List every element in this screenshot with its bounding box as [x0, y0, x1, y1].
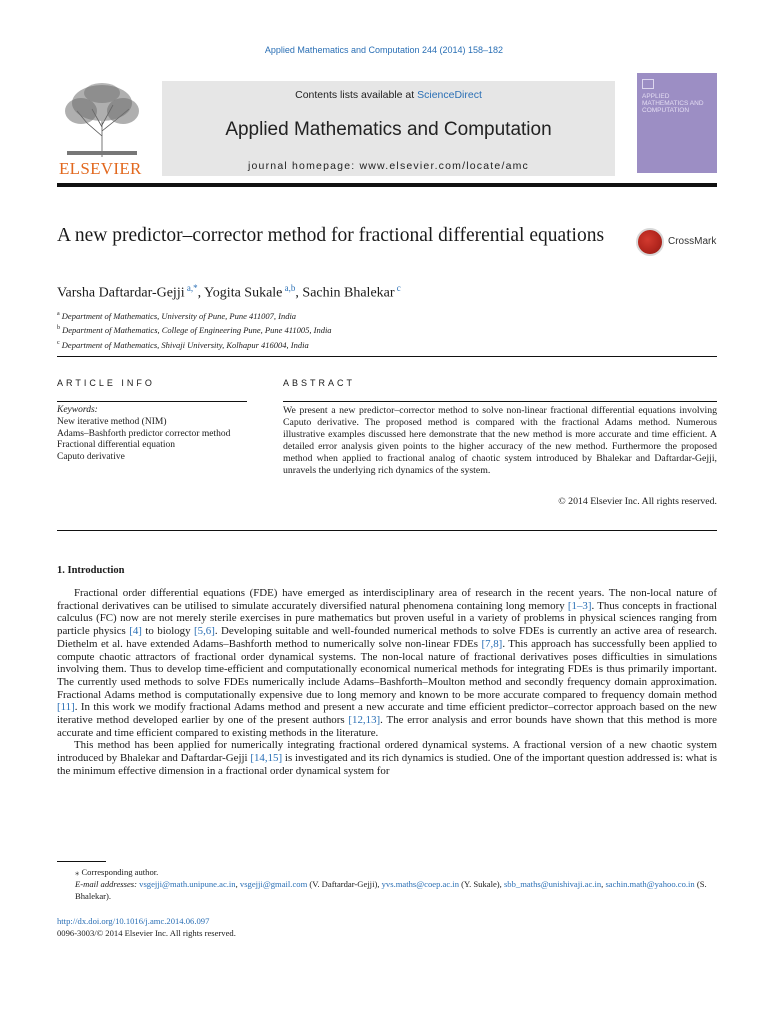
email-addresses: E-mail addresses: vsgejji@math.unipune.ac.in, vsgejji@gmail.com (V. Daftardar-Gejji), yvs.maths@coep.ac.in (Y. Sukale), sbb_maths@unishivaji.ac.in, sachin.math@yahoo.co.in (S. Bhalekar). — [75, 879, 707, 901]
journal-info-box — [162, 81, 615, 176]
crossmark-icon — [636, 228, 664, 256]
sciencedirect-link[interactable]: ScienceDirect — [417, 89, 482, 101]
abstract-text: We present a new predictor–corrector method to solve non-linear fractional differential equations involving Caputo derivative. The proposed method is compared with the fractional Adams method. Numerous illustrative examples discussed here demonstrate that the new method is more accurate and time efficient. A detailed error analysis given points to the higher accuracy of the new method. Furthermore the proposed method when applied to fractional analog of chaotic system introduced by Bhalekar and Daftardar-Gejji, unravels the underlying rich dynamics of the system. — [283, 405, 717, 476]
abstract-copyright: © 2014 Elsevier Inc. All rights reserved. — [558, 496, 717, 507]
citation-link[interactable]: [14,15] — [250, 752, 283, 765]
affiliation: $^a$ Department of Mathematics, University of Pune, Pune 411007, India — [57, 310, 297, 321]
citation-link[interactable]: [7,8] — [481, 637, 503, 650]
introduction-body — [57, 587, 717, 778]
crossmark-label: CrossMark — [668, 236, 717, 247]
header-divider — [57, 183, 717, 187]
author-affiliation-marker[interactable]: a,* — [184, 283, 198, 293]
elsevier-logo[interactable] — [57, 81, 147, 177]
abstract-divider — [283, 401, 717, 402]
corresponding-author-note — [57, 866, 717, 878]
cover-logo-icon — [642, 79, 654, 89]
abstract-label: ABSTRACT — [283, 378, 356, 388]
abstract-bottom-divider — [57, 530, 717, 531]
corresponding-mark: ⁎ — [75, 867, 80, 877]
citation-link[interactable]: [12,13] — [348, 714, 381, 727]
citation-link[interactable]: [5,6] — [194, 625, 215, 638]
keyword: Caputo derivative — [57, 452, 125, 463]
article-info-divider — [57, 401, 247, 402]
email-link[interactable]: vsgejji@gmail.com — [239, 879, 308, 889]
affiliation-list — [57, 308, 657, 351]
contents-prefix: Contents lists available at — [295, 89, 415, 101]
keyword-list — [57, 417, 247, 464]
email-label: E-mail addresses: — [75, 879, 137, 889]
author-name: Yogita Sukale — [204, 285, 283, 301]
keyword: Fractional differential equation — [57, 440, 176, 451]
author-name: Varsha Daftardar-Gejji — [57, 285, 185, 301]
elsevier-wordmark: ELSEVIER — [59, 159, 142, 178]
tree-icon — [57, 81, 147, 159]
doi-link[interactable]: http://dx.doi.org/10.1016/j.amc.2014.06.097 — [57, 916, 210, 926]
affiliation: $^c$ Department of Mathematics, Shivaji University, Kolhapur 416004, India — [57, 339, 309, 350]
journal-header — [57, 73, 717, 183]
article-info-label: ARTICLE INFO — [57, 378, 155, 388]
affiliation-divider — [57, 356, 717, 357]
journal-reference[interactable]: Applied Mathematics and Computation 244 (2014) 158–182 — [264, 45, 504, 55]
footnotes — [57, 866, 717, 902]
keyword: New iterative method (NIM) — [57, 416, 167, 427]
citation-link[interactable]: [1–3] — [567, 599, 592, 612]
section-heading-introduction: 1. Introduction — [57, 565, 125, 576]
journal-title: Applied Mathematics and Computation — [225, 119, 552, 140]
email-link[interactable]: yvs.maths@coep.ac.in — [381, 879, 459, 889]
email-link[interactable]: vsgejji@math.unipune.ac.in — [139, 879, 236, 889]
author-list: Varsha Daftardar-Gejji $^{a,*}$, Yogita Sukale $^{a,b}$, Sachin Bhalekar $^c$ — [57, 283, 401, 301]
keywords-title: Keywords: — [57, 405, 98, 415]
doi-block — [57, 915, 717, 939]
citation-link[interactable]: [4] — [129, 625, 142, 638]
cover-text: APPLIED MATHEMATICS AND COMPUTATION — [642, 93, 704, 114]
contents-line — [162, 89, 615, 101]
email-link[interactable]: sbb_maths@unishivaji.ac.in — [503, 879, 602, 889]
paragraph: This method has been applied for numerically integrating fractional ordered dynamical systems. A fractional version of a new chaotic system introduced by Bhalekar and Daftardar-Gejji [14,15] is investigated and its rich dynamics is studied. One of the important question addressed is: what is the minimum effective dimension in a fractional order dynamical system for — [57, 739, 717, 777]
author-affiliation-marker[interactable]: c — [394, 283, 401, 293]
author-affiliation-marker[interactable]: a,b — [282, 283, 296, 293]
journal-cover-thumbnail[interactable] — [637, 73, 717, 173]
article-title: A new predictor–corrector method for fractional differential equations — [57, 225, 605, 246]
corresponding-label: Corresponding author. — [81, 867, 159, 877]
issn-copyright: 0096-3003/© 2014 Elsevier Inc. All rights reserved. — [57, 928, 236, 938]
keyword: Adams–Bashforth predictor corrector method — [57, 428, 231, 439]
citation-link[interactable]: [11] — [57, 701, 75, 714]
crossmark-badge[interactable] — [636, 228, 726, 258]
keywords-block — [57, 405, 247, 464]
footnote-divider — [57, 861, 106, 862]
email-link[interactable]: sachin.math@yahoo.co.in — [605, 879, 695, 889]
author-name: Sachin Bhalekar — [302, 285, 395, 301]
journal-homepage[interactable]: journal homepage: www.elsevier.com/locate/amc — [247, 160, 530, 172]
affiliation: $^b$ Department of Mathematics, College of Engineering Pune, Pune 411005, India — [57, 325, 332, 336]
paragraph: Fractional order differential equations (FDE) have emerged as interdisciplinary area of research in the recent years. The non-local nature of fractional derivatives can be utilised to simulate accurately diversified natural phenomena containing long memory [1–3]. Thus concepts in fractional calculus (FC) now are not merely sterile exercises in pure mathematics but proven useful in a variety of problems in physical sciences ranging from particle physics [4] to biology [5,6]. Developing suitable and well-founded numerical methods to solve FDEs is currently an active area of research. Diethelm et al. have extended Adams–Bashforth method to numerically solve non-linear FDEs [7,8]. This approach has successfully been applied to compute chaotic attractors of fractional order dynamical systems. The non-local nature of fractional derivatives poses difficulties in simulations involving them. Thus to develop time-efficient and computationally economical numerical methods for integrating FDEs is thus primarily important. The currently used methods to solve FDEs numerically include Adams–Bashforth–Moulton method and secondly frequency domain approximation. Fractional Adams method is computationally expensive due to long memory and known to be more accurate compared to frequency domain method [11]. In this work we modify fractional Adams method and present a new accurate and time efficient predictor–corrector approach based on the new iterative method developed earlier by one of the present authors [12,13]. The error analysis and error bounds have shown that this method is more accurate and time efficient compared to existing methods in the literature. — [57, 587, 718, 739]
